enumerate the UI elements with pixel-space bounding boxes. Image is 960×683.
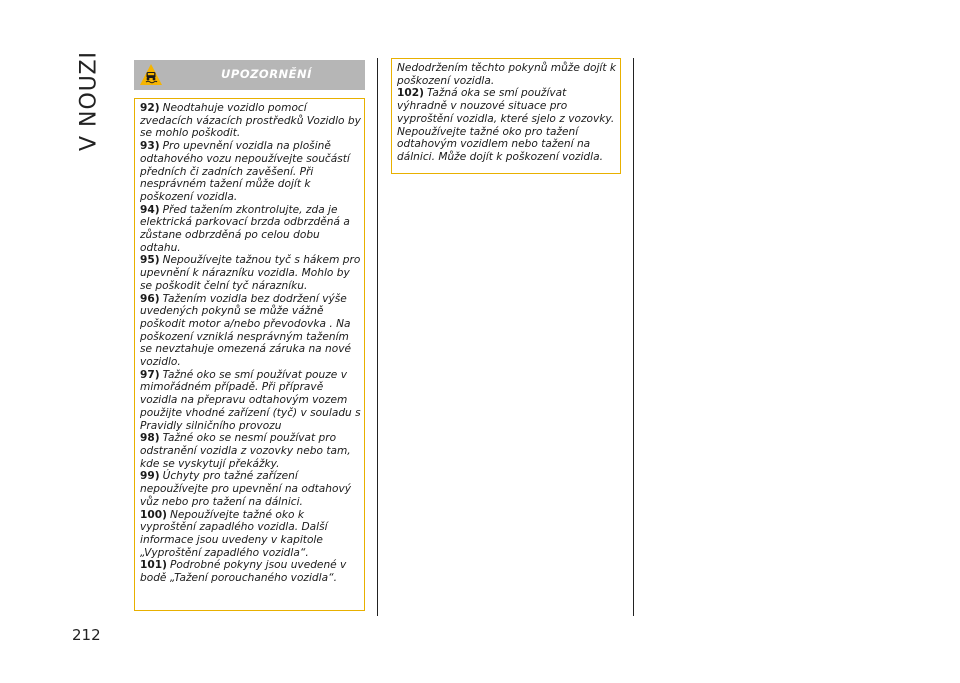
warning-item <box>140 293 361 369</box>
warning-item-text: Tažné oko se smí používat pouze v mimořádném případě. Při přípravě vozidla na přepravu odtahovým vozem použijte vhodné zařízení (tyč) v souladu s Pravidly silničního provozu <box>140 368 361 432</box>
warning-title: UPOZORNĚNÍ <box>221 67 312 81</box>
warning-item <box>140 432 361 470</box>
warning-item <box>140 102 361 140</box>
warning-item-text: Neodtahuje vozidlo pomocí zvedacích vázacích prostředků Vozidlo by se mohlo poškodit. <box>140 102 361 140</box>
warning-header <box>134 60 365 90</box>
column-divider-left <box>377 58 378 616</box>
warning-item-number: 97) <box>140 368 160 381</box>
warning-item-number: 99) <box>140 470 160 483</box>
warning-item-text: Úchyty pro tažné zařízení nepoužívejte pro upevnění na odtahový vůz nebo pro tažení na dálnici. <box>140 470 351 508</box>
column-divider-right <box>633 58 634 616</box>
page-number: 212 <box>72 626 101 644</box>
warning-item <box>140 559 361 584</box>
warning-item-text: Nepoužívejte tažnou tyč s hákem pro upevnění k nárazníku vozidla. Mohlo by se poškodit čelní tyč nárazníku. <box>140 254 361 292</box>
warning-item-number: 100) <box>140 508 167 521</box>
warning-item-number: 94) <box>140 203 160 216</box>
warning-list-right <box>391 58 621 174</box>
car-skid-warning-icon <box>139 63 163 87</box>
warning-item-text: Tažná oka se smí používat výhradně v nouzové situace pro vyproštění vozidla, které sjelo z vozovky. Nepoužívejte tažné oko pro tažení odtahovým vozidlem nebo tažení na dálnici. Může dojít k poškození vozidla. <box>397 87 615 163</box>
warning-item-text: Tažením vozidla bez dodržení výše uvedených pokynů se může vážně poškodit motor a/nebo převodovka . Na poškození vzniklá nesprávným tažením se nevztahuje omezená záruka na nové vozidlo. <box>140 292 352 369</box>
warning-item <box>140 140 361 204</box>
warning-item-text: Pro upevnění vozidla na plošině odtahového vozu nepoužívejte součástí předních či zadních zavěšení. Při nesprávném tažení může dojít k poškození vozidla. <box>140 140 350 203</box>
warning-item-text: Před tažením zkontrolujte, zda je elektrická parkovací brzda odbrzděná a zůstane odbrzděná po celou dobu odtahu. <box>140 203 350 254</box>
warning-item-number: 101) <box>140 559 167 572</box>
warning-item <box>140 470 361 508</box>
warning-item-text: Nepoužívejte tažné oko k vyproštění zapadlého vozidla. Další informace jsou uvedeny v kapitole „Vyproštění zapadlého vozidla“. <box>140 508 328 559</box>
warning-item-number: 96) <box>140 292 160 305</box>
warning-item-number: 98) <box>140 432 160 445</box>
warning-item <box>140 369 361 433</box>
warning-item <box>140 509 361 560</box>
warning-item <box>140 254 361 292</box>
chapter-title <box>74 52 104 150</box>
warning-intro: Nedodržením těchto pokynů může dojít k poškození vozidla. <box>397 62 616 87</box>
warning-item-text: Podrobné pokyny jsou uvedené v bodě „Tažení porouchaného vozidla“. <box>140 559 347 585</box>
warning-item <box>140 204 361 255</box>
warning-item-number: 92) <box>140 102 160 114</box>
warning-item-number: 95) <box>140 254 160 267</box>
warning-item <box>397 87 617 163</box>
warning-item-number: 93) <box>140 140 160 153</box>
warning-item-number: 102) <box>397 87 424 100</box>
chapter-title-text: V NOUZI <box>76 50 102 152</box>
warning-item-text: Tažné oko se nesmí používat pro odstranění vozidla z vozovky nebo tam, kde se vyskytují překážky. <box>140 432 351 470</box>
warning-list-left <box>134 98 365 611</box>
